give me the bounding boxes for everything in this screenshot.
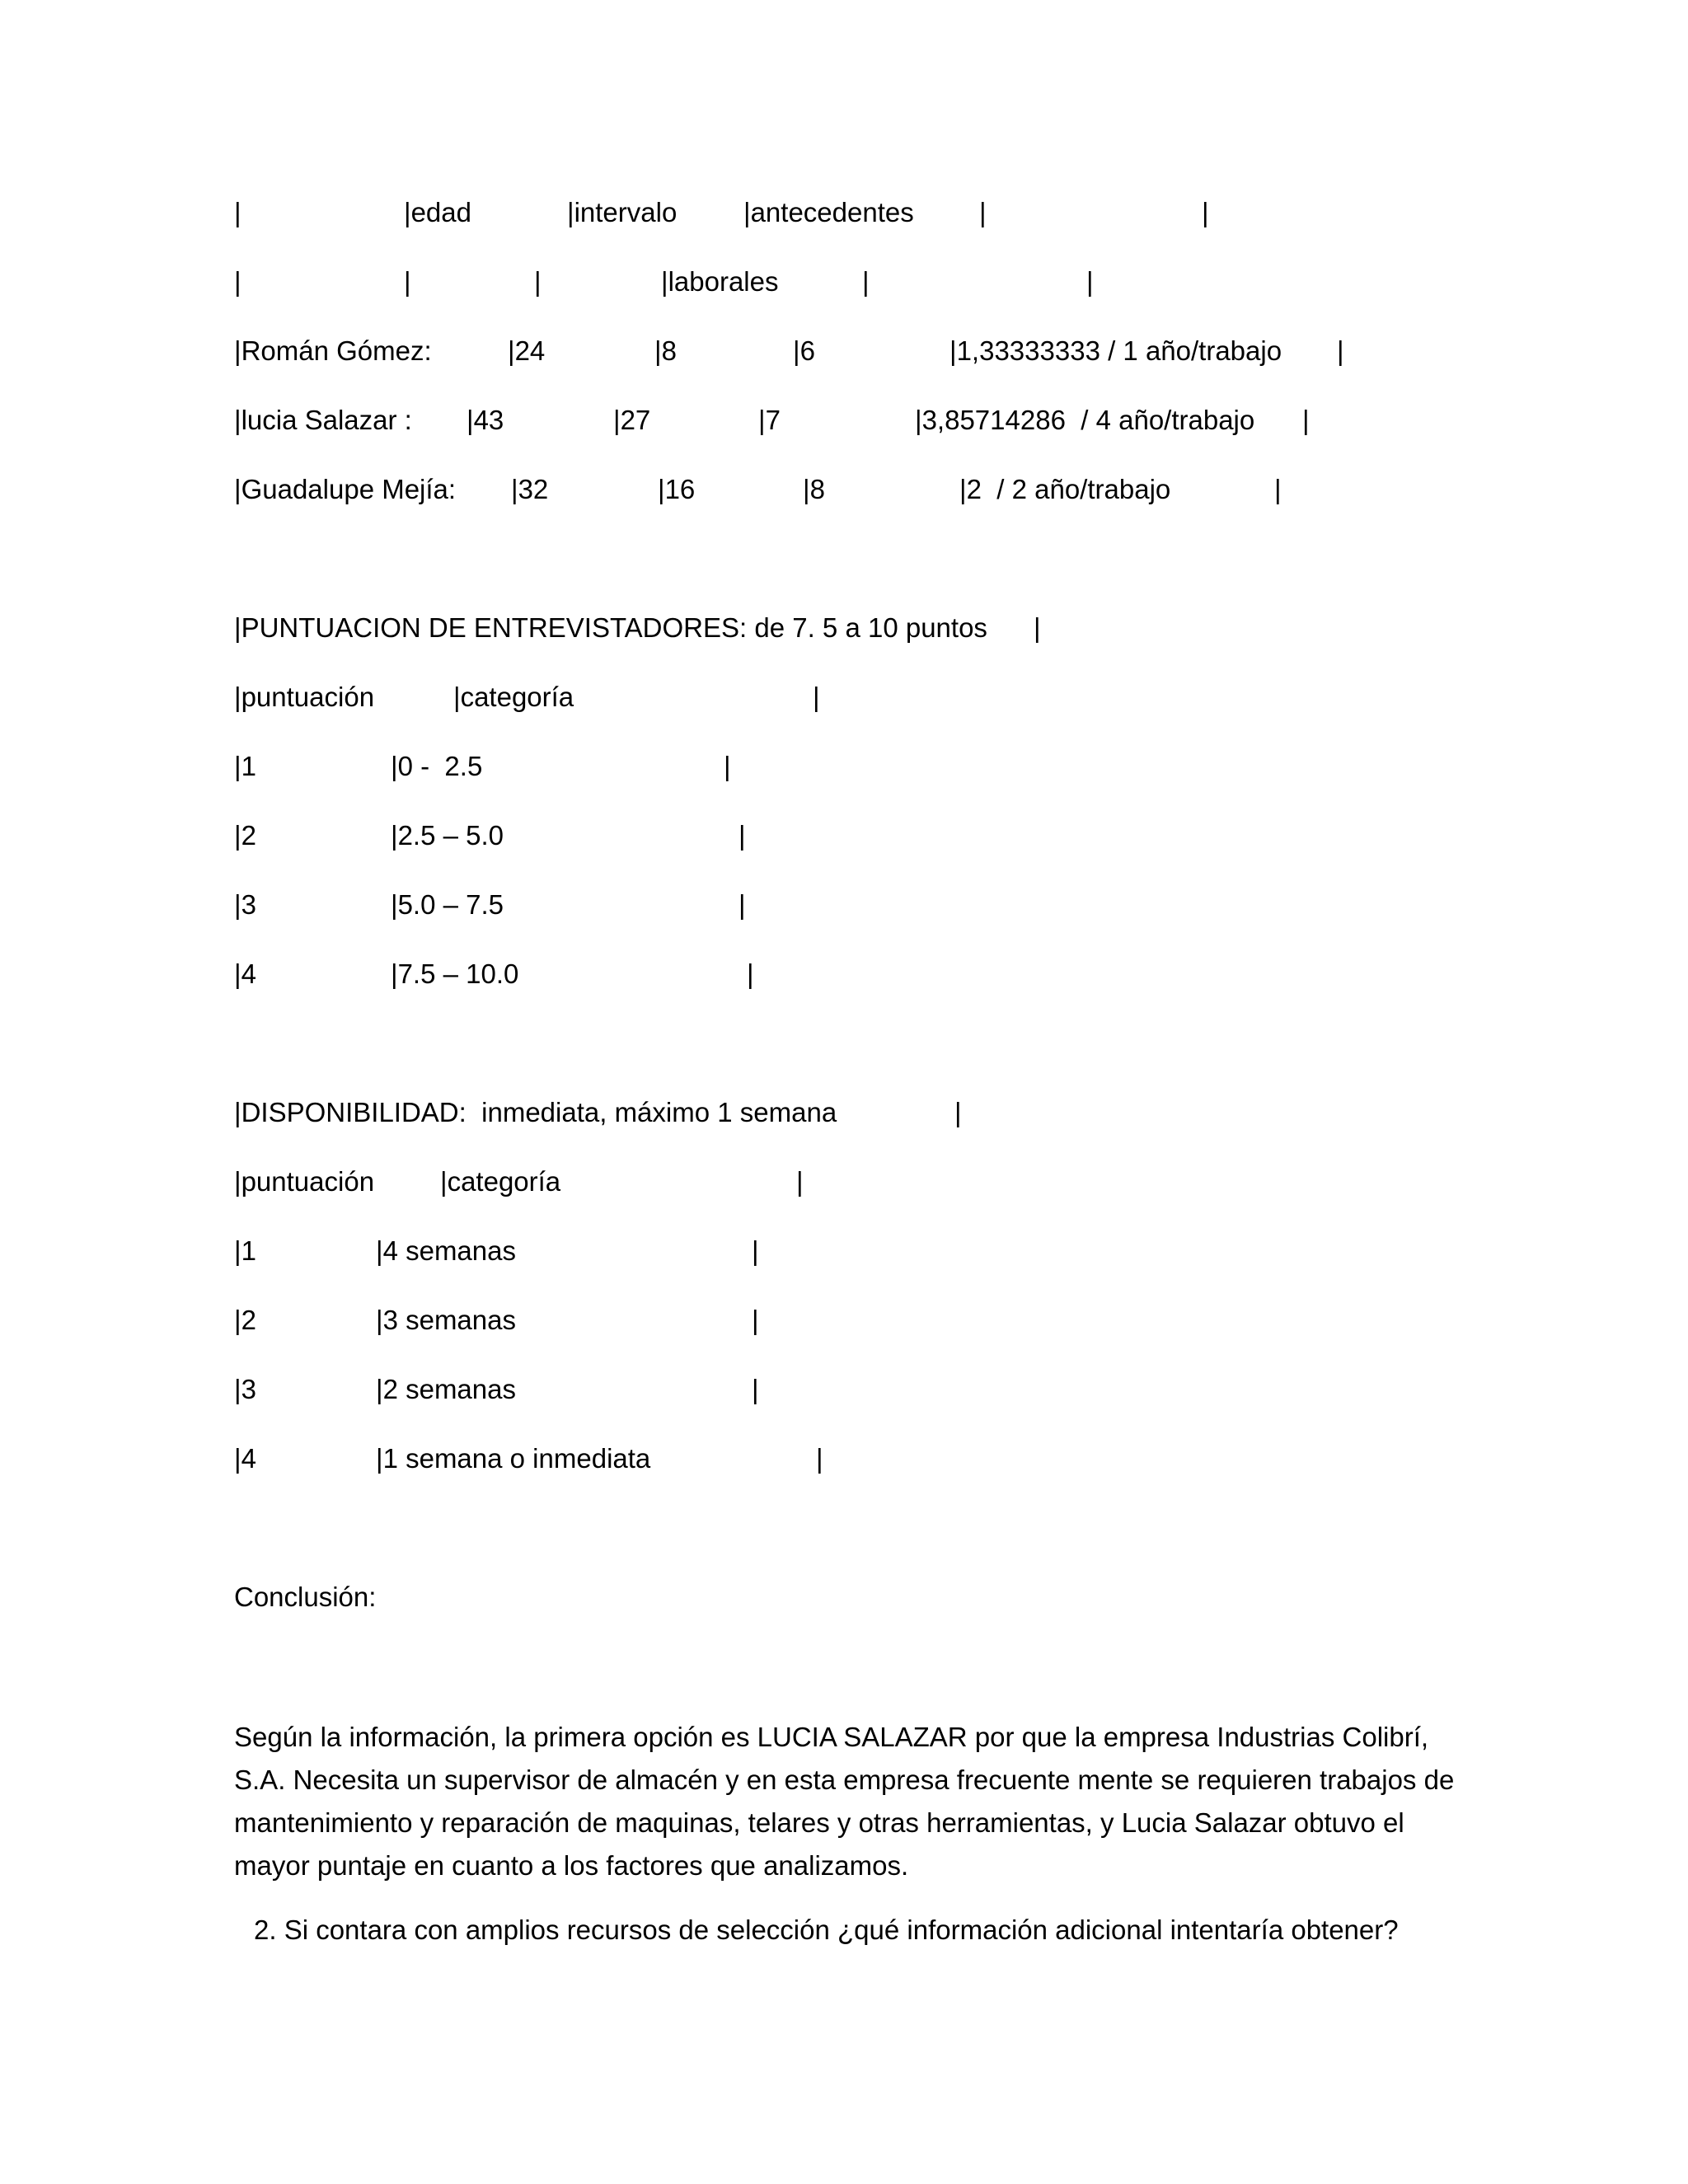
table1-cell: |1,33333333 / 1 año/trabajo: [950, 335, 1282, 366]
conclusion-paragraph: Según la información, la primera opción es LUCIA SALAZAR por que la empresa Industrias Colibrí, S.A. Necesita un supervisor de almacén y en esta empresa frecuente mente se requieren trabajos de mantenimiento y reparación de maquinas, telares y otras herramientas, y Lucia Salazar obtuvo el mayor puntaje en cuanto a los factores que analizamos.: [234, 1722, 1455, 1881]
table1-cell: |edad: [404, 197, 471, 227]
table1-cell: |antecedentes: [743, 197, 914, 227]
table3-cell: |: [752, 1305, 759, 1335]
table3-cell: |2: [234, 1305, 256, 1335]
table1-cell: |32: [511, 474, 549, 504]
table3-title: |DISPONIBILIDAD: inmediata, máximo 1 semana: [234, 1097, 837, 1127]
table3-cell: |2 semanas: [376, 1374, 516, 1404]
table2-cell: |: [738, 889, 746, 920]
table1-cell: |: [404, 266, 411, 297]
question-item: 2. Si contara con amplios recursos de selección ¿qué información adicional intentaría obtener?: [254, 1915, 1399, 1945]
table1-cell: |: [234, 197, 241, 227]
table2-cell: |puntuación: [234, 682, 375, 712]
table1-cell: |Guadalupe Mejía:: [234, 474, 457, 504]
conclusion-heading: Conclusión:: [234, 1582, 377, 1612]
table2-cell: |3: [234, 889, 256, 920]
table2-cell: |: [738, 820, 746, 851]
table3-cell: |3: [234, 1374, 256, 1404]
table2-cell: |7.5 – 10.0: [391, 958, 519, 989]
table2-cell: |4: [234, 958, 256, 989]
table1-cell: |: [979, 197, 987, 227]
table1-cell: |16: [658, 474, 696, 504]
table3-cell: |4: [234, 1443, 256, 1474]
table1-cell: |7: [758, 405, 781, 435]
table1-cell: |6: [793, 335, 815, 366]
table3-cell: |1: [234, 1235, 256, 1266]
table1-cell: |43: [467, 405, 504, 435]
table3-cell: |: [752, 1374, 759, 1404]
table2-title: |PUNTUACION DE ENTREVISTADORES: de 7. 5 a 10 puntos: [234, 612, 987, 643]
table1-cell: |Román Gómez:: [234, 335, 432, 366]
table1-cell: |8: [654, 335, 677, 366]
table2-cell: |5.0 – 7.5: [391, 889, 504, 920]
table1-cell: |: [1202, 197, 1209, 227]
table3-cell: |: [816, 1443, 823, 1474]
table1-cell: |: [534, 266, 542, 297]
table1-cell: |: [1086, 266, 1094, 297]
table1-cell: |intervalo: [567, 197, 678, 227]
table3-cell: |: [752, 1235, 759, 1266]
table2-cell: |1: [234, 751, 256, 781]
table1-cell: |2 / 2 año/trabajo: [959, 474, 1171, 504]
table1-cell: |27: [613, 405, 651, 435]
table1-cell: |: [862, 266, 870, 297]
table3-cell: |3 semanas: [376, 1305, 516, 1335]
table3-cell: |1 semana o inmediata: [376, 1443, 651, 1474]
table3-cell: |categoría: [440, 1166, 561, 1197]
table1-cell: |24: [508, 335, 546, 366]
table1-cell: |: [1337, 335, 1344, 366]
table1-cell: |laborales: [661, 266, 779, 297]
table1-cell: |3,85714286 / 4 año/trabajo: [915, 405, 1255, 435]
table3-cell: |puntuación: [234, 1166, 375, 1197]
table1-cell: |8: [803, 474, 825, 504]
table2-cell: |: [813, 682, 820, 712]
table2-cell: |0 - 2.5: [391, 751, 483, 781]
table2-cell: |2.5 – 5.0: [391, 820, 504, 851]
table1-cell: |lucia Salazar :: [234, 405, 412, 435]
table3-cell: |: [796, 1166, 804, 1197]
table2-cell: |: [1034, 612, 1041, 643]
table1-cell: |: [1274, 474, 1282, 504]
table2-cell: |2: [234, 820, 256, 851]
table1-cell: |: [234, 266, 241, 297]
table3-cell: |4 semanas: [376, 1235, 516, 1266]
table1-cell: |: [1302, 405, 1310, 435]
table2-cell: |: [747, 958, 754, 989]
table2-cell: |categoría: [453, 682, 574, 712]
table3-cell: |: [954, 1097, 962, 1127]
table2-cell: |: [724, 751, 731, 781]
